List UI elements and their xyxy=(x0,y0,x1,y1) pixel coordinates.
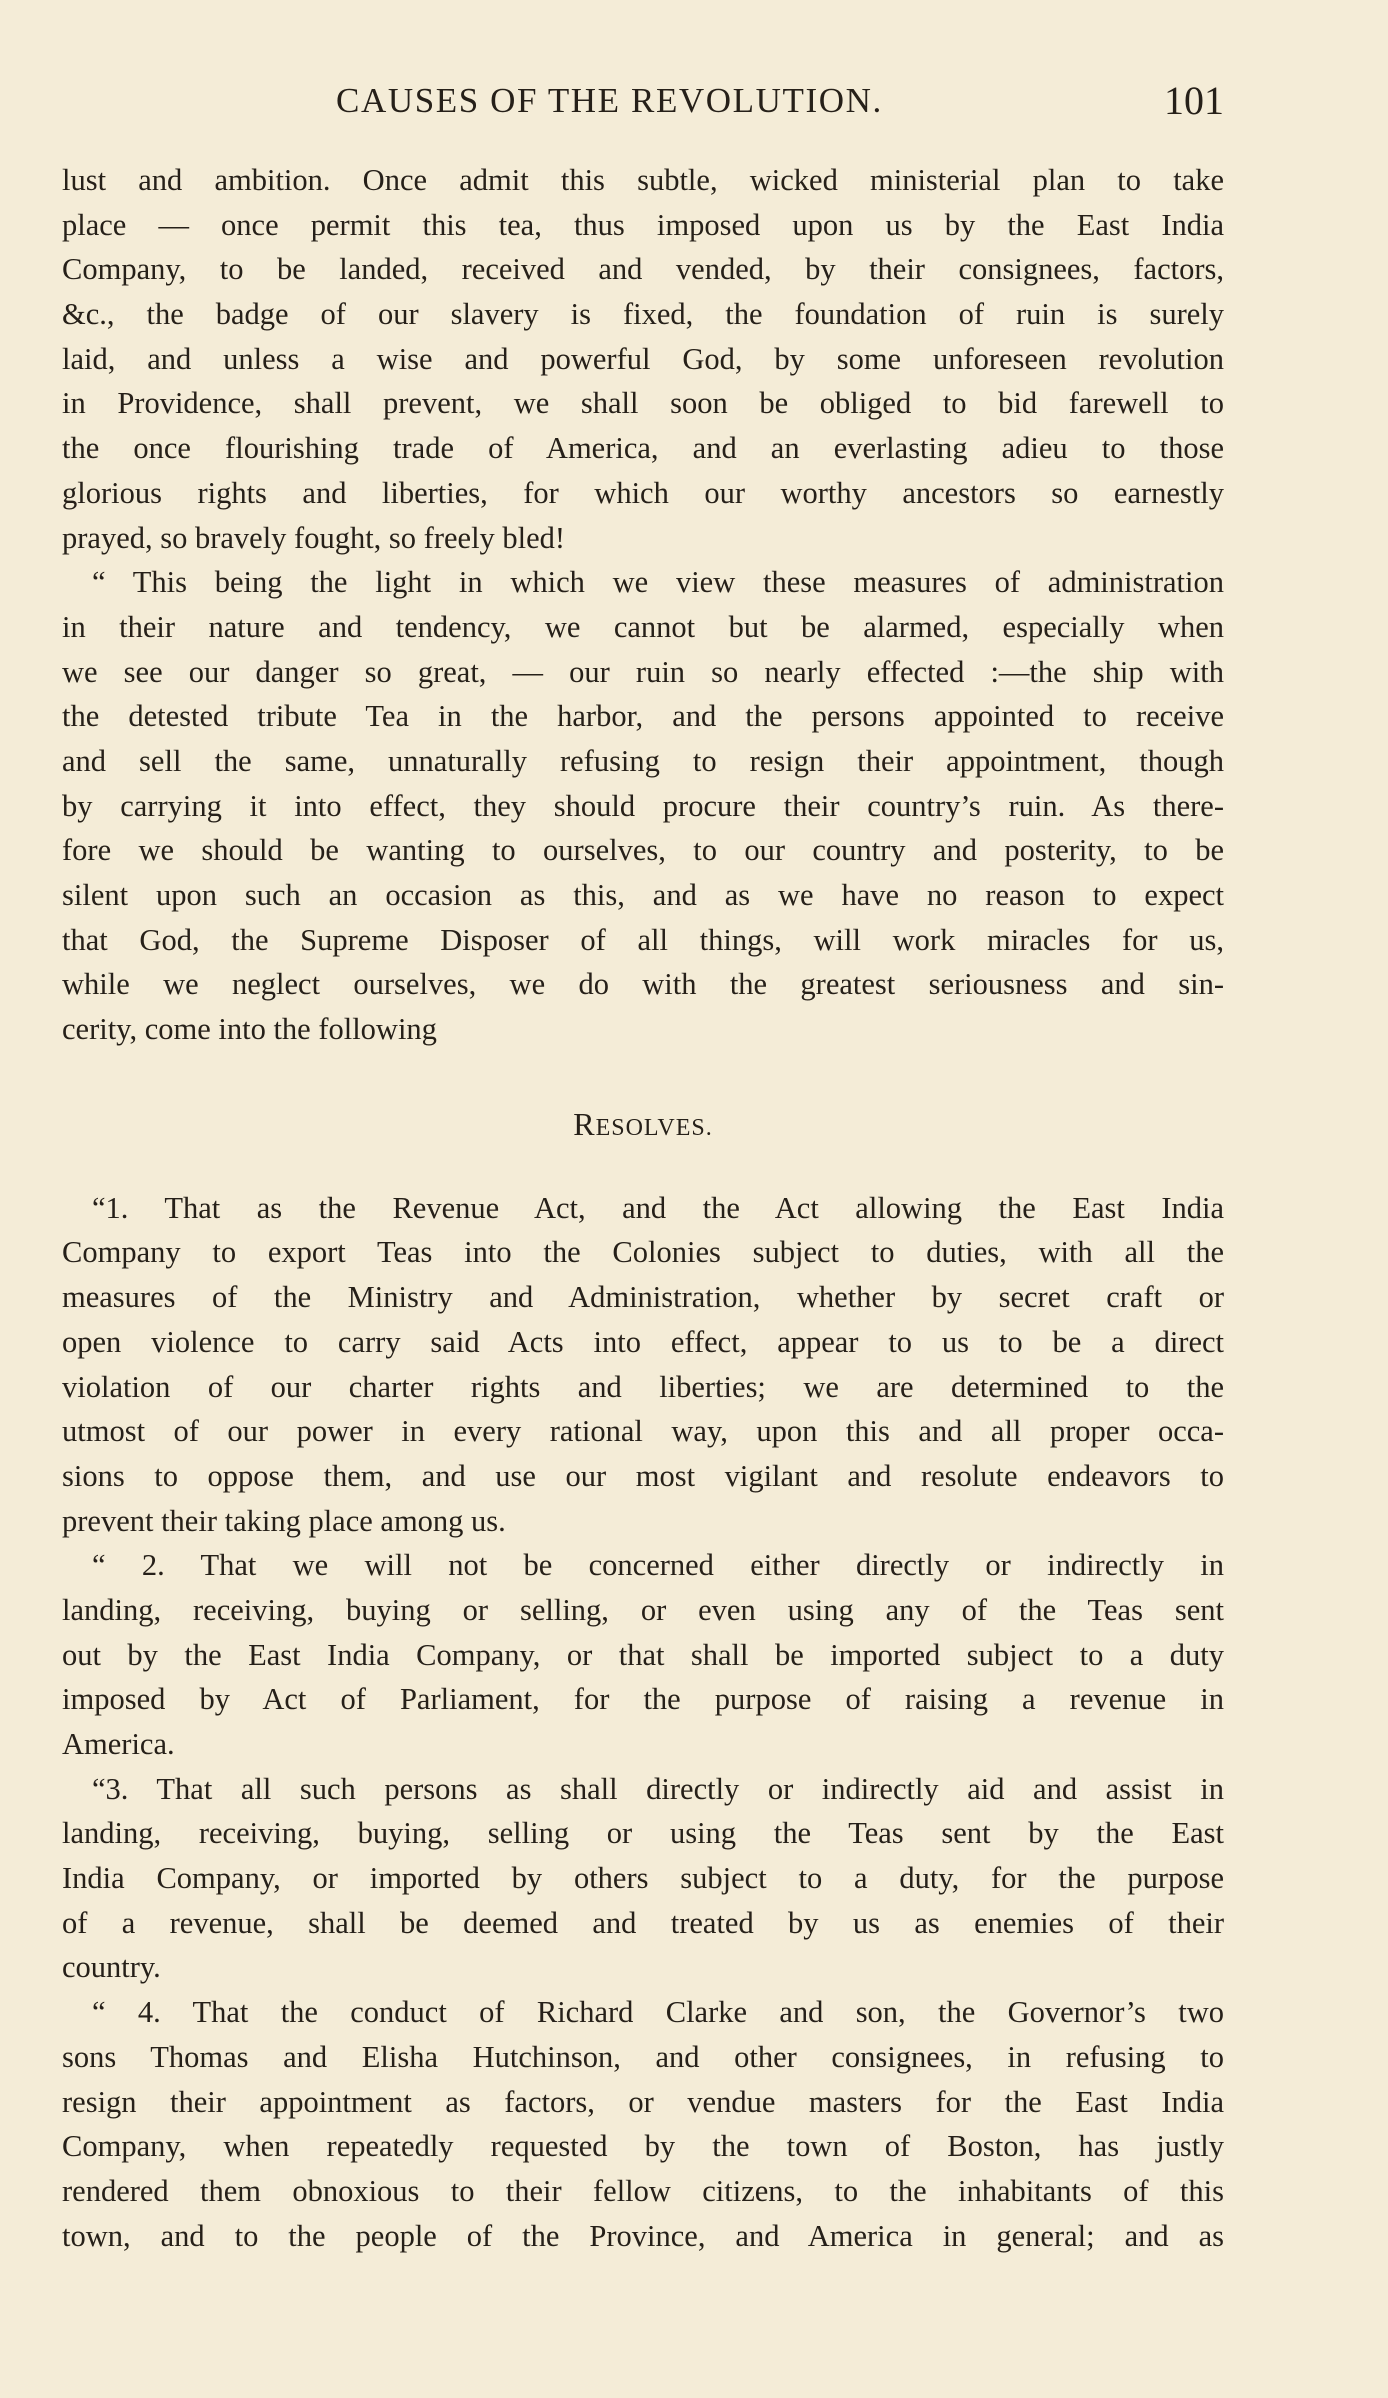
running-title: CAUSES OF THE REVOLUTION. xyxy=(336,81,883,120)
text-line: we see our danger so great, — our ruin so nearly effected :—the ship with xyxy=(62,654,1224,689)
text-line: cerity, come into the following xyxy=(62,1012,437,1047)
text-line: in Providence, shall prevent, we shall soon be obliged to bid farewell to xyxy=(62,386,1224,421)
text-line: “ 2. That we will not be concerned either directly or indirectly in xyxy=(92,1548,1224,1583)
text-line: lust and ambition. Once admit this subtle, wicked ministerial plan to take xyxy=(62,163,1224,197)
text-line: “ This being the light in which we view these measures of administration xyxy=(92,565,1224,600)
section-heading xyxy=(62,1102,1224,1150)
section-heading-block xyxy=(62,1052,1224,1186)
text-line: Company to export Teas into the Colonies subject to duties, with all the xyxy=(62,1235,1224,1270)
text-line: in their nature and tendency, we cannot but be alarmed, especially when xyxy=(62,609,1224,644)
text-line: sons Thomas and Elisha Hutchinson, and other consignees, in refusing to xyxy=(62,2039,1224,2074)
text-line: landing, receiving, buying or selling, or even using any of the Teas sent xyxy=(62,1592,1224,1627)
text-line: the detested tribute Tea in the harbor, and the persons appointed to receive xyxy=(62,699,1224,734)
text-line: open violence to carry said Acts into effect, appear to us to be a direct xyxy=(62,1324,1224,1359)
text-line: America. xyxy=(62,1727,175,1761)
text-line: the once flourishing trade of America, and an everlasting adieu to those xyxy=(62,431,1224,466)
text-line: and sell the same, unnaturally refusing to resign their appointment, though xyxy=(62,743,1224,778)
text-line: prayed, so bravely fought, so freely bled! xyxy=(62,520,566,555)
text-line: “3. That all such persons as shall directly or indirectly aid and assist in xyxy=(92,1771,1224,1806)
text-line: “ 4. That the conduct of Richard Clarke and son, the Governor’s two xyxy=(92,1995,1224,2030)
page-body xyxy=(62,158,1224,2258)
text-line: landing, receiving, buying, selling or using the Teas sent by the East xyxy=(62,1816,1224,1851)
running-head xyxy=(0,76,1224,126)
text-line: by carrying it into effect, they should procure their country’s ruin. As there- xyxy=(62,788,1224,823)
text-line: prevent their taking place among us. xyxy=(62,1503,506,1538)
text-line: measures of the Ministry and Administration, whether by secret craft or xyxy=(62,1280,1224,1315)
text-line: “1. That as the Revenue Act, and the Act allowing the East India xyxy=(92,1190,1224,1225)
heading-small-caps: ESOLVES. xyxy=(595,1114,713,1141)
text-line: of a revenue, shall be deemed and treated by us as enemies of their xyxy=(62,1905,1224,1940)
heading-initial: R xyxy=(573,1105,596,1142)
text-line: imposed by Act of Parliament, for the purpose of raising a revenue in xyxy=(62,1682,1224,1717)
page-number: 101 xyxy=(1164,78,1224,123)
text-line: sions to oppose them, and use our most vigilant and resolute endeavors to xyxy=(62,1458,1224,1493)
text-line: utmost of our power in every rational way, upon this and all proper occa- xyxy=(62,1414,1224,1449)
text-line: rendered them obnoxious to their fellow citizens, to the inhabitants of this xyxy=(62,2173,1224,2208)
text-line: Company, when repeatedly requested by the town of Boston, has justly xyxy=(62,2129,1224,2164)
text-line: that God, the Supreme Disposer of all things, will work miracles for us, xyxy=(62,922,1224,957)
text-line: country. xyxy=(62,1950,161,1985)
text-line: place — once permit this tea, thus imposed upon us by the East India xyxy=(62,207,1224,242)
text-line: glorious rights and liberties, for which our worthy ancestors so earnestly xyxy=(62,475,1224,510)
text-line: resign their appointment as factors, or vendue masters for the East India xyxy=(62,2084,1224,2119)
text-line: Company, to be landed, received and vended, by their consignees, factors, xyxy=(62,252,1224,287)
text-line: violation of our charter rights and liberties; we are determined to the xyxy=(62,1369,1224,1404)
text-line: &c., the badge of our slavery is fixed, the foundation of ruin is surely xyxy=(62,297,1224,332)
text-line: India Company, or imported by others subject to a duty, for the purpose xyxy=(62,1861,1224,1896)
text-line: out by the East India Company, or that shall be imported subject to a duty xyxy=(62,1637,1224,1672)
text-line: silent upon such an occasion as this, and as we have no reason to expect xyxy=(62,878,1224,912)
text-line: while we neglect ourselves, we do with the greatest seriousness and sin- xyxy=(62,967,1224,1002)
text-line: fore we should be wanting to ourselves, to our country and posterity, to be xyxy=(62,833,1224,868)
text-line: laid, and unless a wise and powerful God, by some unforeseen revolution xyxy=(62,341,1224,376)
text-line: town, and to the people of the Province, and America in general; and as xyxy=(62,2218,1224,2253)
